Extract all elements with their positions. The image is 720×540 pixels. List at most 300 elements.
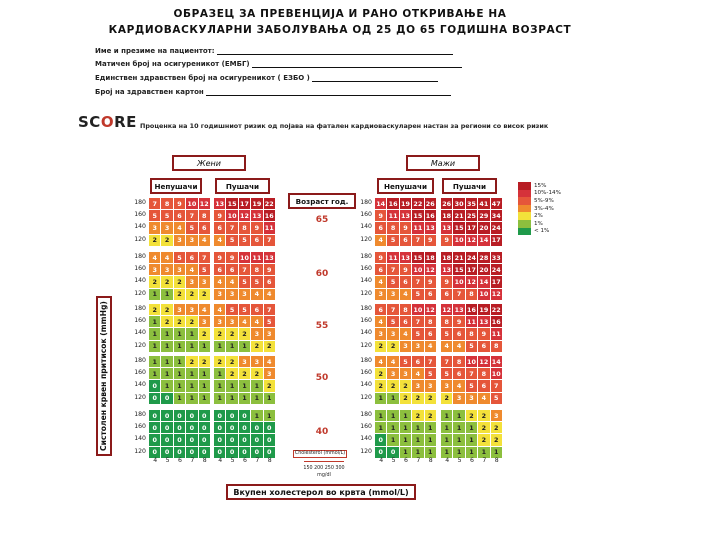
risk-cell: 2 (214, 328, 225, 339)
risk-cell: 2 (199, 289, 210, 300)
risk-cell: 2 (161, 276, 172, 287)
risk-cell: 2 (478, 422, 489, 433)
risk-cell: 1 (199, 368, 210, 379)
risk-cell: 1 (199, 393, 210, 404)
risk-cell: 3 (226, 316, 237, 327)
risk-cell: 1 (441, 422, 452, 433)
risk-cell: 5 (239, 276, 250, 287)
risk-cell: 8 (441, 316, 452, 327)
risk-cell: 16 (388, 199, 398, 208)
risk-cell: 0 (264, 447, 275, 458)
risk-cell: 18 (442, 253, 452, 262)
risk-cell: 19 (252, 199, 262, 208)
men-smokers-label: Пушачи (442, 178, 497, 194)
age-label: 55 (315, 321, 329, 331)
risk-cell: 3 (226, 289, 237, 300)
embg-field[interactable] (95, 60, 462, 68)
chol-small-box (293, 450, 347, 458)
risk-cell: 1 (239, 380, 250, 391)
risk-cell: 1 (226, 380, 237, 391)
risk-cell: 1 (199, 341, 210, 352)
risk-cell: 0 (264, 422, 275, 433)
risk-cell: 3 (161, 264, 172, 275)
risk-cell: 4 (478, 393, 489, 404)
bp-level-label: 120 (360, 393, 372, 401)
risk-cell: 7 (425, 356, 436, 367)
risk-cell: 9 (478, 328, 489, 339)
risk-cell: 1 (251, 410, 262, 421)
risk-cell: 6 (375, 222, 386, 233)
risk-cell: 2 (186, 316, 197, 327)
risk-cell: 9 (375, 210, 386, 221)
ezbo-line[interactable] (312, 75, 438, 82)
risk-cell: 1 (161, 356, 172, 367)
risk-cell: 1 (375, 422, 386, 433)
risk-cell: 7 (264, 235, 275, 246)
legend-entry (518, 228, 561, 236)
risk-cell: 6 (425, 289, 436, 300)
men-non-grid (375, 252, 436, 300)
bp-level-label: 160 (360, 211, 372, 219)
bp-level-label: 140 (134, 381, 146, 389)
risk-cell: 0 (186, 447, 197, 458)
risk-cell: 2 (478, 410, 489, 421)
risk-cell: 1 (466, 447, 477, 458)
risk-cell: 3 (186, 304, 197, 315)
risk-cell: 9 (251, 222, 262, 233)
risk-cell: 2 (226, 328, 237, 339)
risk-cell: 2 (425, 393, 436, 404)
legend-entry (518, 182, 561, 190)
risk-cell: 6 (264, 276, 275, 287)
risk-cell: 9 (214, 252, 225, 263)
risk-cell: 0 (149, 434, 160, 445)
risk-cell: 2 (251, 341, 262, 352)
risk-cell: 33 (491, 253, 501, 262)
patient-name-line[interactable] (217, 48, 453, 55)
risk-cell: 1 (161, 380, 172, 391)
risk-cell: 47 (491, 199, 501, 208)
women-smk-grid (214, 198, 275, 246)
men-non-grid (375, 410, 436, 458)
risk-cell: 2 (387, 380, 398, 391)
risk-cell: 1 (400, 410, 411, 421)
bp-level-label: 120 (134, 393, 146, 401)
risk-cell: 1 (453, 410, 464, 421)
risk-cell: 13 (454, 305, 464, 314)
risk-cell: 5 (239, 304, 250, 315)
risk-cell: 2 (412, 393, 423, 404)
risk-cell: 3 (375, 328, 386, 339)
bp-level-label: 160 (134, 423, 146, 431)
risk-cell: 2 (161, 235, 172, 246)
age-header: Возраст год. (288, 193, 356, 209)
risk-cell: 3 (491, 410, 502, 421)
chol-tick: 4 (153, 457, 158, 464)
risk-cell: 0 (186, 434, 197, 445)
risk-cell: 2 (491, 422, 502, 433)
bp-level-label: 180 (134, 253, 146, 260)
risk-cell: 22 (413, 199, 423, 208)
embg-label: Матичен број на осигуреникот (ЕМБГ) (95, 60, 250, 68)
risk-cell: 3 (387, 368, 398, 379)
risk-legend (518, 182, 561, 235)
risk-cell: 6 (453, 368, 464, 379)
risk-cell: 3 (161, 222, 172, 233)
risk-cell: 14 (479, 277, 489, 286)
risk-cell: 6 (441, 289, 452, 300)
risk-cell: 1 (425, 422, 436, 433)
risk-cell: 1 (425, 434, 436, 445)
legend-entry (518, 190, 561, 198)
risk-cell: 4 (239, 316, 250, 327)
risk-cell: 11 (491, 329, 501, 338)
risk-cell: 10 (187, 199, 197, 208)
bp-level-label: 120 (134, 289, 146, 297)
risk-cell: 3 (199, 316, 210, 327)
legend-swatch (518, 228, 531, 236)
risk-cell: 8 (199, 210, 210, 221)
risk-cell: 4 (375, 235, 386, 246)
age-label: 60 (315, 269, 329, 279)
risk-cell: 1 (441, 434, 452, 445)
bp-level-label: 140 (360, 223, 372, 231)
risk-cell: 13 (264, 253, 274, 262)
risk-cell: 1 (412, 422, 423, 433)
risk-cell: 13 (442, 265, 452, 274)
risk-cell: 0 (214, 422, 225, 433)
patient-name-field[interactable] (95, 47, 453, 55)
risk-cell: 1 (174, 380, 185, 391)
risk-cell: 15 (413, 253, 423, 262)
risk-cell: 17 (467, 223, 476, 232)
risk-cell: 5 (466, 380, 477, 391)
bp-level-label: 120 (360, 289, 372, 297)
risk-cell: 1 (214, 341, 225, 352)
risk-cell: 3 (251, 328, 262, 339)
risk-cell: 14 (479, 236, 489, 245)
risk-cell: 3 (412, 341, 423, 352)
risk-cell: 7 (412, 235, 423, 246)
chol-tick-row (214, 457, 276, 464)
risk-cell: 0 (251, 422, 262, 433)
risk-cell: 1 (251, 393, 262, 404)
legend-text: 1% (534, 220, 543, 227)
risk-cell: 13 (479, 317, 489, 326)
risk-cell: 5 (264, 316, 275, 327)
risk-cell: 8 (387, 222, 398, 233)
risk-cell: 1 (226, 341, 237, 352)
risk-cell: 5 (186, 222, 197, 233)
bp-level-label: 180 (360, 357, 372, 364)
ezbo-label: Единствен здравствен број на осигуреникот ( ЕЗБО ) (95, 74, 310, 82)
risk-cell: 4 (199, 304, 210, 315)
risk-cell: 5 (149, 210, 160, 221)
men-non-grid (375, 356, 436, 404)
women-non-grid (149, 410, 210, 458)
risk-cell: 4 (453, 341, 464, 352)
patient-name-label: Име и презиме на пациентот: (95, 47, 215, 55)
risk-cell: 17 (240, 199, 249, 208)
risk-cell: 2 (174, 289, 185, 300)
risk-cell: 6 (174, 210, 185, 221)
risk-cell: 0 (149, 393, 160, 404)
risk-cell: 12 (442, 305, 452, 314)
risk-cell: 41 (479, 199, 489, 208)
risk-cell: 0 (174, 434, 185, 445)
risk-cell: 1 (251, 380, 262, 391)
risk-cell: 0 (199, 410, 210, 421)
risk-cell: 3 (149, 264, 160, 275)
risk-cell: 8 (466, 289, 477, 300)
risk-cell: 13 (442, 223, 452, 232)
score-logo-prefix: SC (78, 113, 101, 131)
risk-cell: 1 (491, 447, 502, 458)
women-smk-grid (214, 252, 275, 300)
risk-cell: 4 (149, 252, 160, 263)
risk-cell: 2 (226, 356, 237, 367)
risk-cell: 6 (251, 304, 262, 315)
women-smokers-label: Пушачи (215, 178, 270, 194)
risk-cell: 7 (466, 368, 477, 379)
risk-cell: 18 (442, 211, 452, 220)
risk-cell: 5 (425, 368, 436, 379)
bp-level-label: 140 (134, 329, 146, 337)
risk-cell: 9 (375, 252, 386, 263)
risk-cell: 1 (186, 341, 197, 352)
risk-cell: 0 (375, 447, 386, 458)
risk-cell: 0 (174, 447, 185, 458)
risk-cell: 9 (441, 276, 452, 287)
chol-tick: 5 (457, 457, 462, 464)
risk-cell: 4 (375, 356, 386, 367)
legend-entry (518, 197, 561, 205)
risk-cell: 6 (478, 380, 489, 391)
risk-cell: 1 (441, 410, 452, 421)
risk-cell: 21 (454, 253, 464, 262)
risk-cell: 5 (226, 235, 237, 246)
risk-cell: 5 (251, 276, 262, 287)
risk-cell: 18 (425, 253, 435, 262)
risk-cell: 0 (226, 422, 237, 433)
risk-cell: 4 (375, 276, 386, 287)
risk-cell: 3 (239, 356, 250, 367)
risk-cell: 1 (174, 328, 185, 339)
sbp-axis-label: Систолен крвен притисок (mmHg) (96, 296, 112, 456)
risk-cell: 1 (149, 341, 160, 352)
risk-cell: 10 (413, 305, 423, 314)
chol-tick-row (375, 457, 437, 464)
risk-cell: 0 (149, 380, 160, 391)
risk-cell: 12 (491, 290, 501, 299)
risk-cell: 5 (466, 341, 477, 352)
risk-cell: 2 (174, 316, 185, 327)
risk-cell: 0 (239, 434, 250, 445)
risk-cell: 4 (251, 289, 262, 300)
risk-cell: 3 (375, 289, 386, 300)
risk-cell: 19 (401, 199, 410, 208)
chol-tick: 8 (267, 457, 272, 464)
chol-tick: 7 (416, 457, 421, 464)
women-nonsmokers-label: Непушачи (150, 178, 202, 194)
bp-level-label: 180 (134, 305, 146, 312)
bp-level-label: 180 (360, 253, 372, 260)
risk-cell: 3 (174, 264, 185, 275)
risk-cell: 5 (387, 316, 398, 327)
risk-cell: 1 (149, 316, 160, 327)
risk-cell: 9 (441, 235, 452, 246)
risk-cell: 7 (149, 198, 160, 209)
ezbo-field[interactable] (95, 74, 438, 82)
bp-level-label: 120 (134, 341, 146, 349)
risk-cell: 2 (186, 289, 197, 300)
risk-cell: 11 (413, 223, 423, 232)
risk-cell: 7 (387, 264, 398, 275)
risk-cell: 7 (412, 276, 423, 287)
risk-cell: 4 (186, 264, 197, 275)
risk-cell: 5 (387, 276, 398, 287)
bp-level-label: 120 (360, 235, 372, 243)
risk-cell: 1 (400, 434, 411, 445)
risk-cell: 0 (226, 410, 237, 421)
risk-cell: 6 (425, 328, 436, 339)
men-non-grid (375, 304, 436, 352)
risk-cell: 5 (491, 393, 502, 404)
risk-cell: 0 (387, 447, 398, 458)
risk-cell: 2 (149, 276, 160, 287)
risk-cell: 9 (264, 264, 275, 275)
chol-tick: 4 (379, 457, 384, 464)
risk-cell: 0 (161, 447, 172, 458)
risk-cell: 28 (479, 253, 489, 262)
risk-cell: 3 (149, 222, 160, 233)
risk-cell: 1 (186, 368, 197, 379)
risk-cell: 3 (174, 304, 185, 315)
risk-cell: 6 (214, 222, 225, 233)
women-non-grid (149, 304, 210, 352)
score-logo (78, 113, 137, 131)
risk-cell: 7 (412, 316, 423, 327)
score-subtitle: Проценка на 10 годишниот ризик од појава на фатален кардиоваскуларен настан за региони со висок ризик (140, 122, 549, 130)
risk-cell: 10 (227, 211, 237, 220)
risk-cell: 2 (226, 368, 237, 379)
risk-cell: 8 (453, 356, 464, 367)
legend-entry (518, 220, 561, 228)
risk-cell: 1 (186, 328, 197, 339)
age-label: 50 (315, 373, 329, 383)
risk-cell: 11 (388, 211, 398, 220)
risk-cell: 1 (387, 422, 398, 433)
risk-cell: 5 (400, 356, 411, 367)
risk-cell: 5 (239, 235, 250, 246)
card-line[interactable] (206, 89, 451, 96)
chol-tick: 7 (190, 457, 195, 464)
risk-cell: 1 (199, 380, 210, 391)
risk-cell: 0 (186, 422, 197, 433)
risk-cell: 3 (400, 368, 411, 379)
bp-level-label: 160 (134, 265, 146, 273)
risk-cell: 12 (199, 199, 209, 208)
chol-tick: 4 (445, 457, 450, 464)
risk-cell: 0 (214, 447, 225, 458)
risk-cell: 3 (264, 368, 275, 379)
risk-cell: 8 (161, 198, 172, 209)
risk-cell: 1 (453, 447, 464, 458)
risk-cell: 2 (161, 316, 172, 327)
risk-cell: 7 (199, 252, 210, 263)
risk-cell: 0 (174, 422, 185, 433)
risk-cell: 21 (454, 211, 464, 220)
risk-cell: 1 (412, 434, 423, 445)
legend-swatch (518, 212, 531, 220)
card-field[interactable] (95, 88, 451, 96)
risk-cell: 16 (491, 317, 501, 326)
risk-cell: 9 (226, 252, 237, 263)
chol-tick: 5 (230, 457, 235, 464)
risk-cell: 6 (412, 356, 423, 367)
risk-cell: 1 (264, 410, 275, 421)
women-smk-grid (214, 304, 275, 352)
risk-cell: 30 (454, 199, 464, 208)
risk-cell: 1 (214, 393, 225, 404)
risk-cell: 2 (425, 410, 436, 421)
risk-cell: 3 (186, 276, 197, 287)
chol-tick: 8 (494, 457, 499, 464)
risk-cell: 10 (479, 290, 489, 299)
risk-cell: 0 (214, 410, 225, 421)
bp-level-label: 160 (134, 211, 146, 219)
risk-cell: 4 (251, 316, 262, 327)
risk-cell: 22 (491, 305, 501, 314)
risk-cell: 1 (466, 434, 477, 445)
bp-level-label: 160 (134, 317, 146, 325)
risk-cell: 13 (401, 253, 410, 262)
risk-cell: 7 (239, 264, 250, 275)
risk-cell: 1 (186, 393, 197, 404)
risk-cell: 12 (425, 265, 435, 274)
risk-cell: 2 (466, 410, 477, 421)
risk-cell: 26 (442, 199, 452, 208)
risk-cell: 34 (491, 211, 501, 220)
chol-axis-label: Вкупен холестерол во крвта (mmol/L) (226, 484, 416, 500)
men-label: Мажи (406, 155, 480, 171)
risk-cell: 13 (401, 211, 410, 220)
risk-cell: 1 (400, 447, 411, 458)
risk-cell: 6 (478, 341, 489, 352)
risk-cell: 6 (375, 304, 386, 315)
risk-cell: 9 (425, 276, 436, 287)
risk-cell: 7 (186, 210, 197, 221)
legend-swatch (518, 220, 531, 228)
embg-line[interactable] (252, 61, 462, 68)
risk-cell: 17 (491, 277, 501, 286)
risk-cell: 10 (467, 357, 476, 366)
risk-cell: 0 (239, 422, 250, 433)
risk-cell: 1 (400, 422, 411, 433)
risk-cell: 1 (466, 422, 477, 433)
risk-cell: 24 (467, 253, 476, 262)
bp-level-label: 120 (134, 447, 146, 455)
risk-cell: 0 (264, 434, 275, 445)
risk-cell: 0 (199, 422, 210, 433)
women-non-grid (149, 252, 210, 300)
score-logo-heart: O (100, 113, 115, 131)
risk-cell: 7 (441, 356, 452, 367)
chol-mg-ticks: 150 200 250 300 (303, 466, 345, 471)
bp-level-label: 140 (134, 223, 146, 231)
risk-cell: 9 (453, 316, 464, 327)
risk-cell: 2 (186, 356, 197, 367)
